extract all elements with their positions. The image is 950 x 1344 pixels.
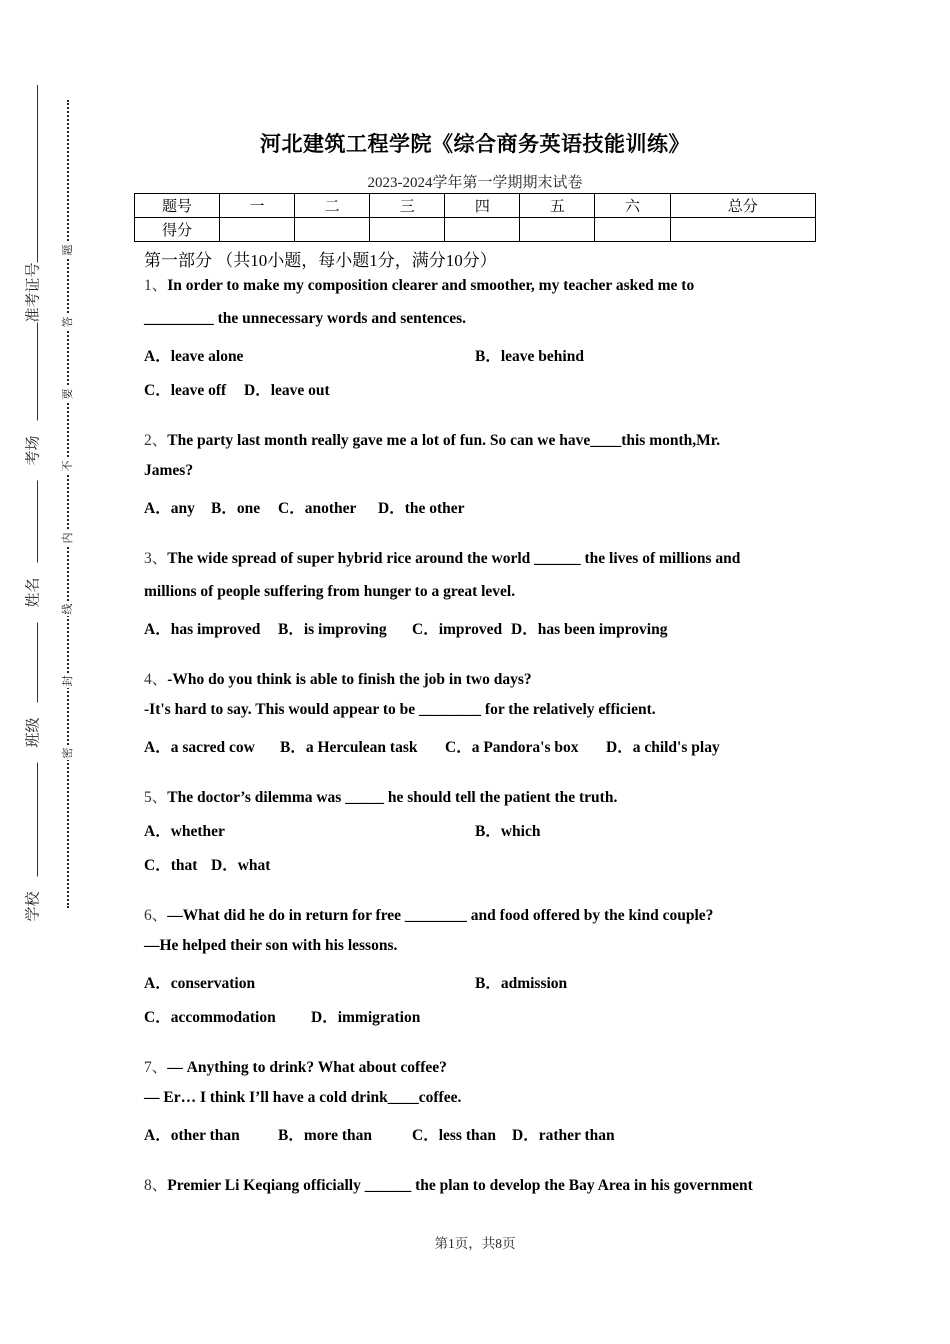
option-c[interactable]: C．improved xyxy=(412,621,503,638)
question-text: In order to make my composition clearer and smoother, my teacher asked me to xyxy=(167,277,695,294)
score-cell: 题号 xyxy=(135,194,220,218)
option-a[interactable]: A．leave alone xyxy=(144,348,244,365)
question-text: — Anything to drink? What about coffee? xyxy=(167,1059,447,1076)
score-input-cell[interactable] xyxy=(445,218,520,242)
option-c[interactable]: C．a Pandora's box xyxy=(445,739,579,756)
section-heading: 第一部分 （共10小题，每小题1分，满分10分） xyxy=(144,251,497,270)
option-d[interactable]: D．what xyxy=(211,857,271,874)
option-c[interactable]: C．that xyxy=(144,857,198,874)
option-a[interactable]: A．any xyxy=(144,500,195,517)
page-number: 第1页，共8页 xyxy=(434,1236,516,1251)
option-a[interactable]: A．whether xyxy=(144,823,225,840)
question-3-line-2: millions of people suffering from hunger to a great level. xyxy=(144,583,516,600)
score-input-cell[interactable] xyxy=(220,218,295,242)
seal-char: 线 xyxy=(59,602,75,616)
margin-solid-line xyxy=(37,85,38,925)
option-b[interactable]: B．which xyxy=(475,823,541,840)
score-cell: 六 xyxy=(595,194,670,218)
option-b[interactable]: B．leave behind xyxy=(475,348,584,365)
question-2-line-1 xyxy=(144,428,720,450)
option-a[interactable]: A．a sacred cow xyxy=(144,739,255,756)
score-cell: 二 xyxy=(295,194,370,218)
score-cell: 得分 xyxy=(135,218,220,242)
question-number: 6、 xyxy=(144,907,168,924)
question-number: 7、 xyxy=(144,1059,168,1076)
field-label-exam-id: 准考证号 xyxy=(22,263,43,323)
field-label-exam-room: 考场 xyxy=(22,421,43,481)
field-label-class: 班级 xyxy=(22,703,43,763)
seal-char: 内 xyxy=(59,531,75,545)
score-input-cell[interactable] xyxy=(595,218,670,242)
option-d[interactable]: D．immigration xyxy=(311,1009,421,1026)
exam-title: 河北建筑工程学院《综合商务英语技能训练》 xyxy=(260,132,690,156)
question-number: 3、 xyxy=(144,550,168,567)
question-7-line-2: — Er… I think I’ll have a cold drink____coffee. xyxy=(144,1089,462,1106)
question-1-line-1 xyxy=(144,273,694,295)
option-b[interactable]: B．a Herculean task xyxy=(280,739,418,756)
question-4-line-1 xyxy=(144,667,532,689)
question-4-line-2: -It's hard to say. This would appear to be ________ for the relatively efficient. xyxy=(144,701,656,718)
question-text: Premier Li Keqiang officially ______ the plan to develop the Bay Area in his government xyxy=(167,1177,753,1194)
question-number: 5、 xyxy=(144,789,168,806)
option-d[interactable]: D．rather than xyxy=(512,1127,615,1144)
option-b[interactable]: B．one xyxy=(211,500,261,517)
seal-char: 答 xyxy=(59,315,75,329)
option-b[interactable]: B．is improving xyxy=(278,621,387,638)
score-input-cell[interactable] xyxy=(520,218,595,242)
option-b[interactable]: B．admission xyxy=(475,975,568,992)
question-2-line-2: James? xyxy=(144,462,194,479)
option-d[interactable]: D．a child's play xyxy=(606,739,720,756)
option-a[interactable]: A．has improved xyxy=(144,621,261,638)
field-label-name: 姓名 xyxy=(22,563,43,623)
seal-char: 密 xyxy=(59,746,75,760)
field-label-school: 学校 xyxy=(22,877,43,937)
question-text: The wide spread of super hybrid rice around the world ______ the lives of millions and xyxy=(167,550,741,567)
option-d[interactable]: D．has been improving xyxy=(511,621,668,638)
option-a[interactable]: A．conservation xyxy=(144,975,256,992)
score-input-cell[interactable] xyxy=(670,218,815,242)
question-text: The doctor’s dilemma was _____ he should tell the patient the truth. xyxy=(167,789,618,806)
question-number: 1、 xyxy=(144,277,168,294)
seal-char: 不 xyxy=(59,459,75,473)
score-table xyxy=(134,193,816,242)
seal-char: 要 xyxy=(59,387,75,401)
question-7-line-1 xyxy=(144,1055,447,1077)
score-cell: 总分 xyxy=(670,194,815,218)
option-c[interactable]: C．another xyxy=(278,500,357,517)
option-a[interactable]: A．other than xyxy=(144,1127,240,1144)
seal-dotted-line xyxy=(67,100,69,908)
option-c[interactable]: C．less than xyxy=(412,1127,496,1144)
option-b[interactable]: B．more than xyxy=(278,1127,373,1144)
question-6-line-2: —He helped their son with his lessons. xyxy=(144,937,398,954)
option-c[interactable]: C．leave off xyxy=(144,382,227,399)
question-number: 2、 xyxy=(144,432,168,449)
question-6-line-1 xyxy=(144,903,713,925)
question-text: —What did he do in return for free ________ and food offered by the kind couple? xyxy=(167,907,714,924)
seal-char: 题 xyxy=(59,243,75,257)
option-c[interactable]: C．accommodation xyxy=(144,1009,276,1026)
question-3-line-1 xyxy=(144,546,740,568)
score-input-cell[interactable] xyxy=(370,218,445,242)
question-8-line-1 xyxy=(144,1173,753,1195)
score-input-cell[interactable] xyxy=(295,218,370,242)
score-cell: 五 xyxy=(520,194,595,218)
question-number: 4、 xyxy=(144,671,168,688)
option-d[interactable]: D．leave out xyxy=(244,382,330,399)
score-table-score-row xyxy=(135,218,816,242)
score-cell: 四 xyxy=(445,194,520,218)
score-table-header-row xyxy=(135,194,816,218)
question-5-line-1 xyxy=(144,785,617,807)
seal-char: 封 xyxy=(59,674,75,688)
question-1-line-2: _________ the unnecessary words and sentences. xyxy=(144,310,467,327)
score-cell: 一 xyxy=(220,194,295,218)
question-number: 8、 xyxy=(144,1177,168,1194)
exam-subtitle: 2023-2024学年第一学期期末试卷 xyxy=(367,175,583,191)
option-d[interactable]: D．the other xyxy=(378,500,465,517)
score-cell: 三 xyxy=(370,194,445,218)
question-text: The party last month really gave me a lot of fun. So can we have____this month,Mr. xyxy=(167,432,721,449)
question-text: -Who do you think is able to finish the job in two days? xyxy=(167,671,532,688)
